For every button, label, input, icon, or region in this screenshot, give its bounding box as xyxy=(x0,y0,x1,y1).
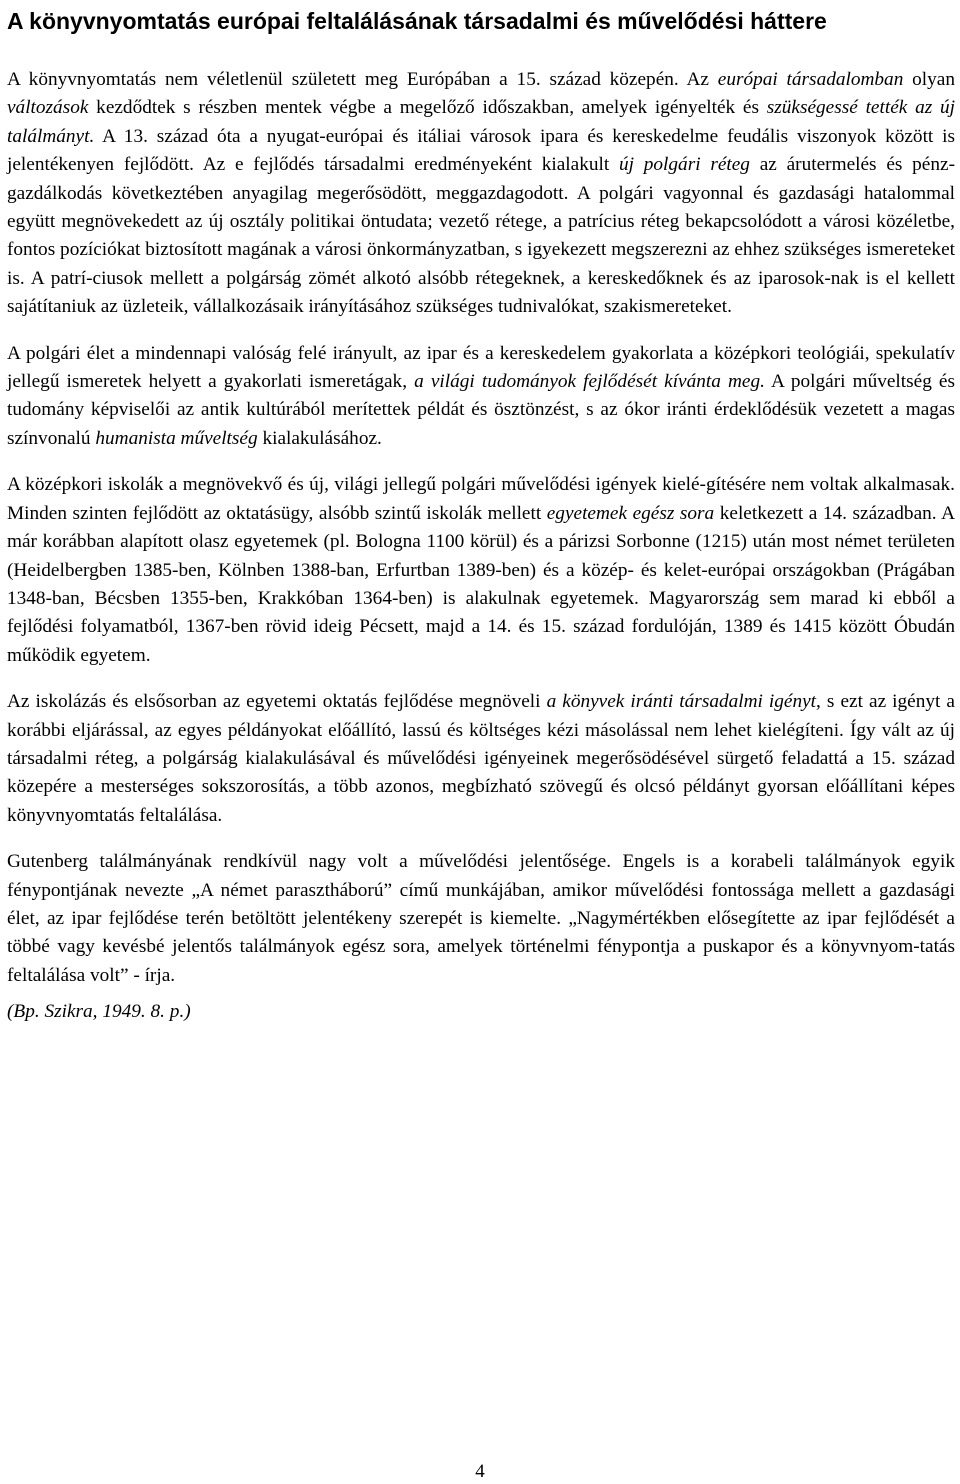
text-run: , s ezt az igényt a korábbi eljárással, az egyes példányokat előállító, lassú és költséges kézi másolással nem lehet kielégíteni. Így vált az új társadalmi réteg, a polgárság kialakulásával és művelődési igényeinek megerősödésével sürgető feladattá a 15. század közepére a mesterséges sokszorosítás, a több azonos, megbízható szövegű és olcsó példányt gyorsan előállítani képes könyvnyomtatás feltalálása. xyxy=(7,691,955,826)
text-run: A 13. század óta a nyugat-európai és itáliai városok ipara és kereskedelme feudális viszonyok között is jelentékenyen fejlődött. Az e fejlődés társadalmi eredményeként kialakult xyxy=(7,125,955,176)
page-number: 4 xyxy=(475,1461,485,1482)
text-run: A polgári műveltség és tudomány képviselői az antik kultúrából merítettek példát és ösztönzést, s az ókor iránti érdeklődésük vezetett a magas színvonalú xyxy=(7,371,955,449)
text-run: A könyvnyomtatás nem véletlenül született meg Európában a 15. század közepén. Az xyxy=(7,69,718,90)
paragraph-4 xyxy=(7,688,955,830)
text-run: keletkezett a 14. században. A már korábban alapított olasz egyetemek (pl. Bologna 1100 körül) és a párizsi Sorbonne (1215) után most német területen (Heidelbergben 1385-ben, Kölnben 1388-ban, Erfurtban 1389-ben) és a közép- és kelet-európai országokban (Prágában 1348-ban, Bécsben 1355-ben, Krakkóban 1364-ben) is alakulnak egyetemek. Magyarország sem marad ki ebből a fejlődési folyamatból, 1367-ben rövid ideig Pécsett, majd a 14. és 15. század fordulóján, 1389 és 1415 között Óbudán működik egyetem. xyxy=(7,502,955,666)
text-run: A középkori iskolák a megnövekvő és új, világi jellegű polgári művelődési igények kielé-gítésére nem voltak alkalmasak. Minden szinten fejlődött az oktatásügy, alsóbb szintű iskolák mellett xyxy=(7,474,955,524)
paragraph-3 xyxy=(7,471,955,670)
paragraph-2 xyxy=(7,340,955,454)
emphasis-text: szükségessé tették az új találmányt. xyxy=(7,97,955,147)
emphasis-text: európai társadalomban xyxy=(717,69,904,90)
emphasis-text: a könyvek iránti társadalmi igényt xyxy=(546,691,817,713)
text-run: Az iskolázás és elsősorban az egyetemi oktatás fejlődése megnöveli xyxy=(7,691,547,713)
emphasis-text: humanista műveltség xyxy=(95,427,258,449)
source-citation: (Bp. Szikra, 1949. 8. p.) xyxy=(7,1001,191,1023)
document-page xyxy=(7,0,955,1027)
paragraph-1 xyxy=(7,66,955,322)
text-run: A polgári élet a mindennapi valóság felé irányult, az ipar és a kereskedelem gyakorlata a középkori teológiái, spekulatív jellegű ismeretek helyett a gyakorlati ismeretágak, xyxy=(7,342,955,393)
text-run: Gutenberg találmányának rendkívül nagy volt a művelődési jelentősége. Engels is a korabeli találmányok egyik fénypontjának nevezte „A német parasztháború” című munkájában, amikor művelődési fontossága mellett a gazdasági élet, az ipar fejlődése terén betöltött jelentékeny szerepét is kiemelte. „Nagymértékben elősegítette az ipar fejlődését a többé vagy kevésbé jelentős találmányok egész sora, amelyek történelmi fénypontja a puskapor és a könyvnyom-tatás feltalálása volt” - írja. xyxy=(7,851,955,986)
text-run: kialakulásához. xyxy=(257,427,382,449)
emphasis-text: változások xyxy=(7,97,89,119)
emphasis-text: egyetemek egész sora xyxy=(546,502,715,524)
text-run: az árutermelés és pénz-gazdálkodás következtében anyagilag megerősödött, meggazdagodott. A polgári vagyonnal és gazdasági hatalommal együtt megnövekedett az új osztály politikai öntudata; vezető rétege, a patrícius réteg bekapcsolódott a városi közéletbe, fontos pozíciókat biztosított magának a városi önkormányzatban, s igyekezett megszerezni az ehhez szükséges ismereteket is. A patrí-ciusok mellett a polgárság zömét alkotó alsóbb rétegeknek, a kereskedőknek és az iparosok-nak is el kellett sajátítaniuk az üzleteik, vállalkozásaik irányításához szükséges tudnivalókat, szakismereteket. xyxy=(7,154,955,318)
text-run: kezdődtek s részben mentek végbe a megelőző időszakban, amelyek igényelték és xyxy=(88,97,767,119)
text-run: olyan xyxy=(903,69,955,90)
paragraph-5 xyxy=(7,848,955,990)
emphasis-text: a világi tudományok fejlődését kívánta meg. xyxy=(414,371,765,393)
page-title: A könyvnyomtatás európai feltalálásának társadalmi és művelődési háttere xyxy=(7,8,827,34)
emphasis-text: új polgári réteg xyxy=(619,154,750,176)
